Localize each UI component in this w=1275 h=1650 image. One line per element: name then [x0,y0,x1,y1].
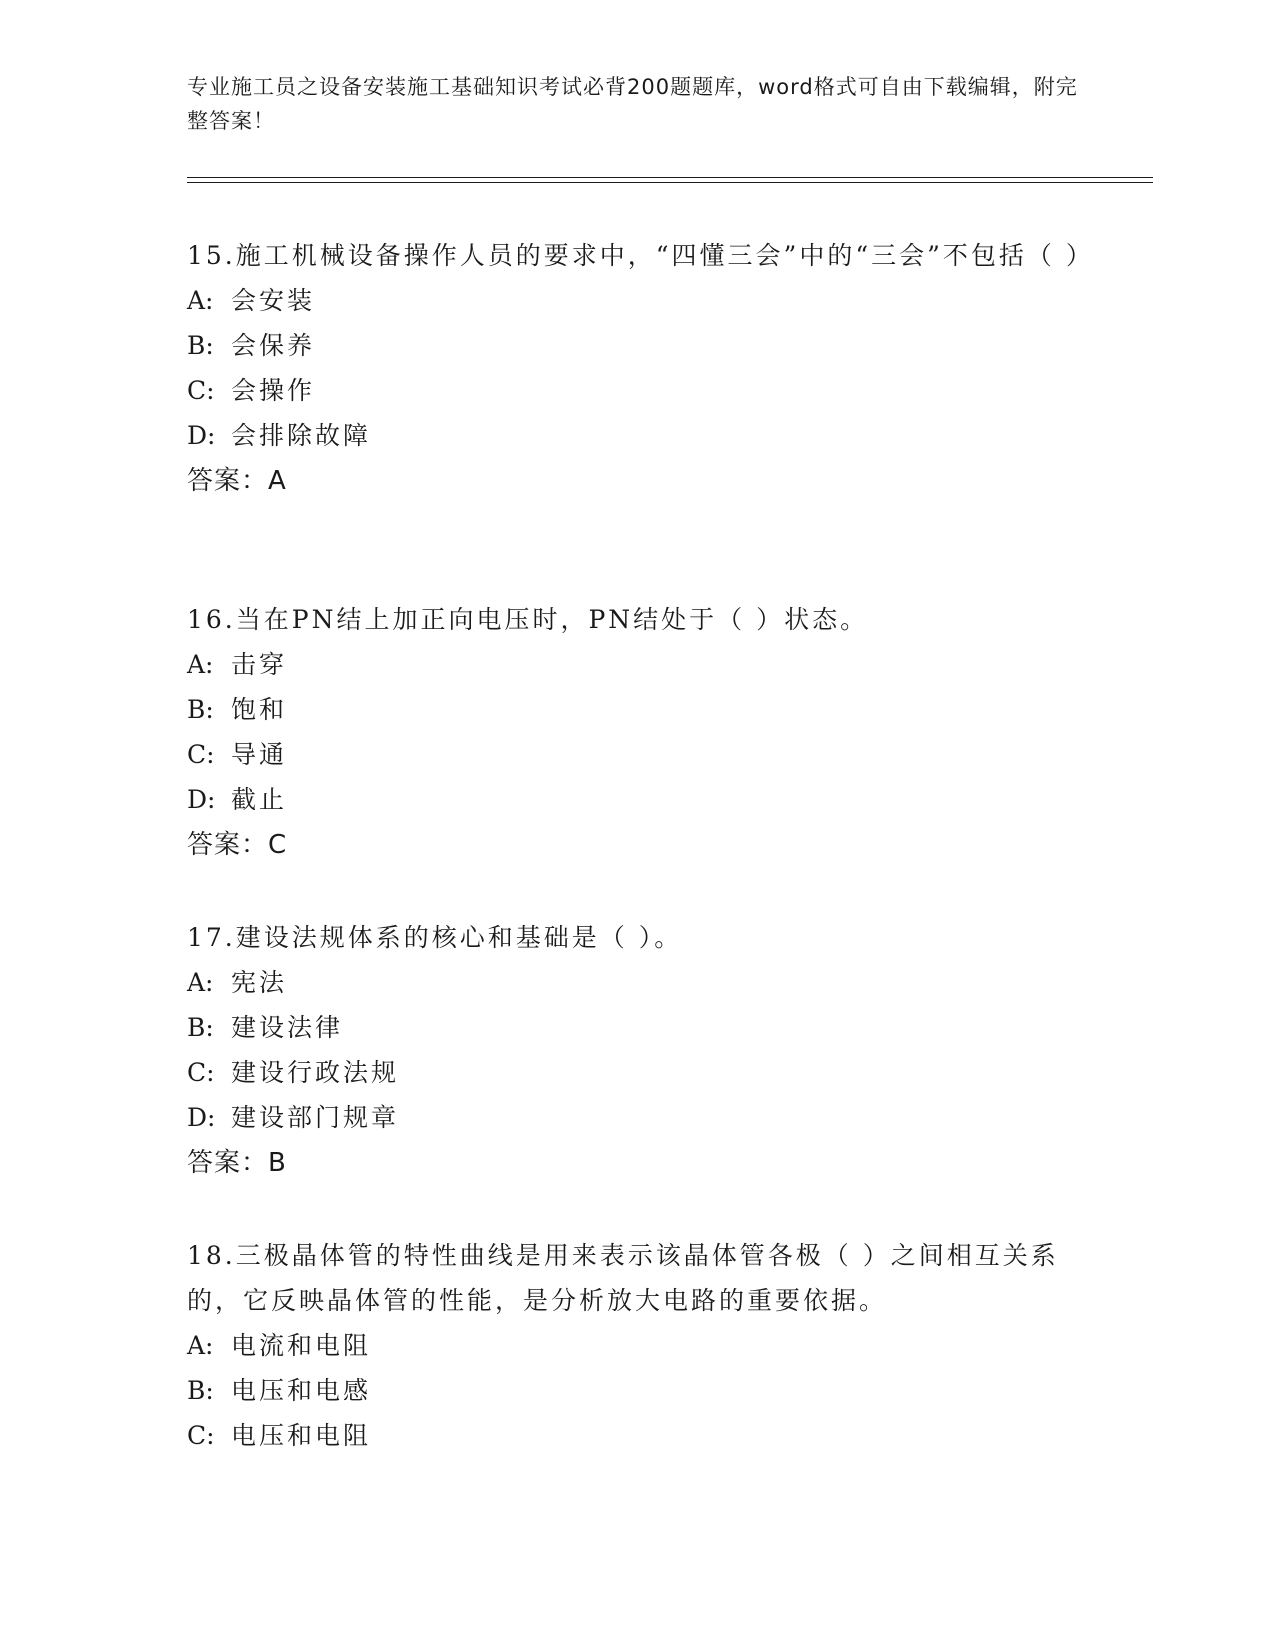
option-b [187,687,1087,732]
option-letter: B: [187,331,214,360]
option-a [187,278,1087,323]
option-letter: D: [187,785,216,814]
option-text: 电压和电阻 [231,1421,372,1450]
option-text: 会保养 [231,331,316,360]
option-c [187,368,1087,413]
option-b [187,323,1087,368]
option-text: 会排除故障 [231,421,372,450]
option-a [187,1323,1087,1368]
option-c [187,732,1087,777]
option-text: 建设部门规章 [231,1103,400,1132]
option-letter: B: [187,1376,214,1405]
option-letter: B: [187,695,214,724]
question-18 [187,1233,1087,1458]
option-text: 会安装 [231,286,316,315]
option-d [187,777,1087,822]
question-stem: 15.施工机械设备操作人员的要求中，“四懂三会”中的“三会”不包括（ ） [187,241,1094,270]
document-header: 专业施工员之设备安装施工基础知识考试必背200题题库，word格式可自由下载编辑，附完整答案！ [187,75,1078,133]
question-17 [187,915,1087,1186]
option-letter: C: [187,376,215,405]
header-rule-top [187,177,1153,178]
option-text: 建设行政法规 [231,1058,400,1087]
option-c [187,1050,1087,1095]
option-text: 击穿 [231,650,288,679]
option-text: 建设法律 [231,1013,344,1042]
question-stem: 17.建设法规体系的核心和基础是（ ）。 [187,923,683,952]
option-text: 宪法 [231,968,288,997]
option-letter: D: [187,1103,216,1132]
question-stem: 18.三极晶体管的特性曲线是用来表示该晶体管各极（ ）之间相互关系的，它反映晶体管的性能，是分析放大电路的重要依据。 [187,1241,1059,1315]
header-rule-bottom [187,182,1153,183]
option-letter: C: [187,740,215,769]
question-16 [187,597,1087,868]
option-d [187,413,1087,458]
option-letter: A: [187,1331,214,1360]
question-stem: 16.当在PN结上加正向电压时，PN结处于（ ）状态。 [187,605,869,634]
option-letter: A: [187,968,214,997]
option-text: 饱和 [231,695,288,724]
option-a [187,642,1087,687]
answer-label: 答案：C [187,830,288,860]
option-letter: C: [187,1421,215,1450]
option-letter: D: [187,421,216,450]
option-letter: A: [187,286,214,315]
option-letter: C: [187,1058,215,1087]
option-text: 会操作 [231,376,316,405]
option-text: 导通 [231,740,288,769]
option-b [187,1005,1087,1050]
option-letter: A: [187,650,214,679]
option-text: 电流和电阻 [231,1331,372,1360]
option-letter: B: [187,1013,214,1042]
answer-label: 答案：B [187,1148,287,1178]
option-text: 电压和电感 [231,1376,372,1405]
option-a [187,960,1087,1005]
option-d [187,1095,1087,1140]
option-b [187,1368,1087,1413]
question-15 [187,233,1094,504]
answer-label: 答案：A [187,466,287,496]
option-text: 截止 [231,785,288,814]
option-c [187,1413,1087,1458]
